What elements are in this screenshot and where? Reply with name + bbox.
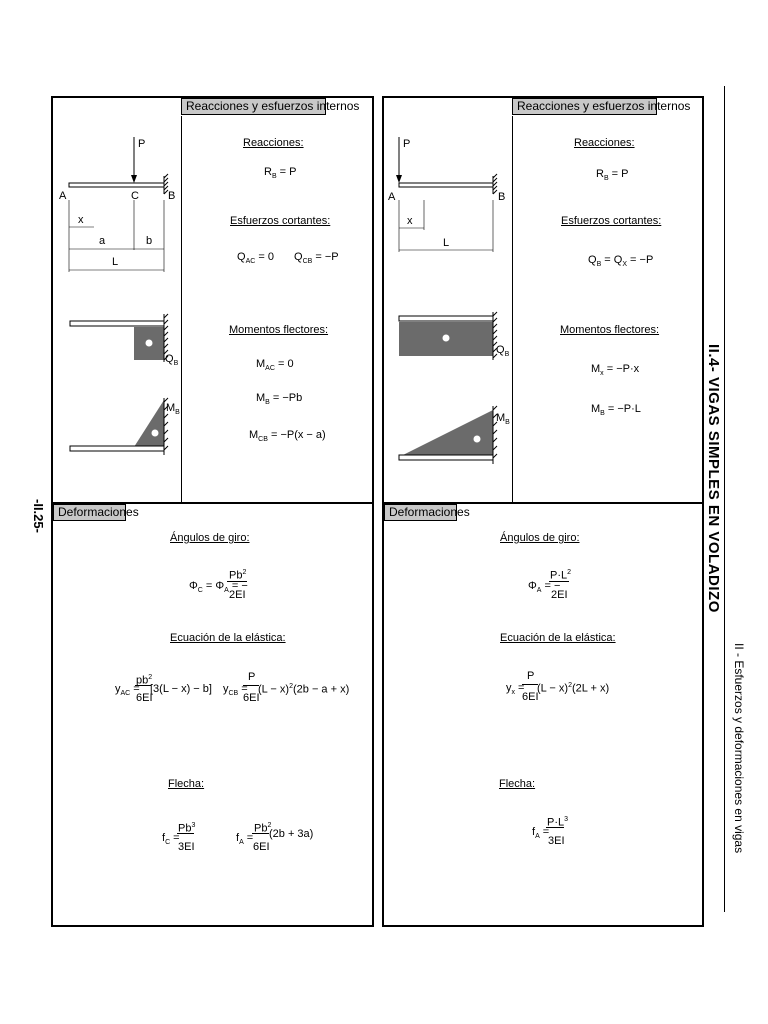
right-shear-eq1: $Q_B = Q_X = -P$ xyxy=(588,254,654,269)
right-y-bar xyxy=(522,684,538,685)
side-subtitle: II - Esfuerzos y deformaciones en vigas xyxy=(732,643,746,854)
left-label-x: x xyxy=(78,214,84,226)
left-moment-title: Momentos flectores: xyxy=(229,324,329,336)
left-label-B: B xyxy=(168,190,176,202)
right-shear-title: Esfuerzos cortantes: xyxy=(561,215,662,227)
left-y1-bar xyxy=(135,685,151,686)
left-y2-num: P xyxy=(248,671,256,683)
left-phi-lhs: $\Phi_C = \Phi_A$ = − xyxy=(189,580,248,595)
left-angles-title: Ángulos de giro: xyxy=(170,532,250,544)
left-fc-lhs: $f_C$ = xyxy=(162,832,180,847)
right-label-QB: $Q_B$ xyxy=(496,344,510,359)
right-fa-den: 3EI xyxy=(548,835,565,847)
left-fa-bar xyxy=(252,833,269,834)
left-deformations-tab: Deformaciones xyxy=(53,504,126,521)
left-phi-num: Pb$^2$ xyxy=(229,569,247,582)
left-phi-bar xyxy=(227,581,247,582)
left-y2-rhs: $(L - x)^2(2b - a + x)$ xyxy=(258,683,350,696)
left-fa-den: 6EI xyxy=(253,841,270,853)
right-fa-bar xyxy=(546,827,564,828)
left-y1-den: 6EI xyxy=(136,692,153,704)
left-y1-num: $pb^2$ xyxy=(136,674,153,687)
side-rule xyxy=(724,86,725,912)
right-y-lhs: $y_x$ = xyxy=(506,682,525,697)
left-flecha-title: Flecha: xyxy=(168,778,205,790)
left-fa-lhs: $f_A$ = xyxy=(236,832,254,847)
right-phi-num: $P\cdot L^2$ xyxy=(550,569,572,582)
left-elastic-title: Ecuación de la elástica: xyxy=(170,632,286,644)
right-fa-lhs: $f_A$ = xyxy=(532,826,550,841)
right-elastic-title: Ecuación de la elástica: xyxy=(500,632,616,644)
left-moment-eq2: $M_B = -Pb$ xyxy=(256,392,303,407)
left-phi-den: 2EI xyxy=(229,589,246,601)
right-fa-num: $P\cdot L^3$ xyxy=(547,816,569,829)
right-reaction-eq: $R_B = P$ xyxy=(596,168,629,183)
left-shear-eq2: $Q_{CB} = -P$ xyxy=(294,251,339,266)
left-fc-num: Pb$^3$ xyxy=(178,822,196,835)
left-moment-eq3: $M_{CB} = -P(x - a)$ xyxy=(249,429,326,444)
right-y-rhs: $(L - x)^2(2L + x)$ xyxy=(537,682,610,695)
right-label-P: P xyxy=(403,138,411,150)
left-label-P: P xyxy=(138,138,146,150)
left-fa-rhs: (2b + 3a) xyxy=(269,828,314,840)
right-phi-den: 2EI xyxy=(551,589,568,601)
left-label-b: b xyxy=(146,235,153,247)
left-y1-rhs: [3(L − x) − b] xyxy=(150,683,212,695)
left-shear-eq1: $Q_{AC} = 0$ xyxy=(237,251,274,266)
left-y2-bar xyxy=(243,685,259,686)
left-fc-bar xyxy=(177,833,194,834)
right-angles-title: Ángulos de giro: xyxy=(500,532,580,544)
left-label-A: A xyxy=(59,190,67,202)
right-reactions-tab: Reacciones y esfuerzos internos xyxy=(512,98,657,115)
side-title: II.4- VIGAS SIMPLES EN VOLADIZO xyxy=(705,344,722,613)
left-deformations-panel xyxy=(51,502,374,927)
left-reaction-eq: $R_B = P$ xyxy=(264,166,297,181)
left-reactions-title: Reacciones: xyxy=(243,137,304,149)
left-reactions-tab: Reacciones y esfuerzos internos xyxy=(181,98,326,115)
left-label-C: C xyxy=(131,190,139,202)
left-shear-title: Esfuerzos cortantes: xyxy=(230,215,331,227)
right-label-B: B xyxy=(498,191,506,203)
left-y1-lhs: $y_{AC}$ = xyxy=(115,683,140,698)
right-y-num: P xyxy=(527,670,535,682)
left-label-L: L xyxy=(112,256,119,268)
right-deformations-panel xyxy=(382,502,704,927)
right-phi-lhs: $\Phi_A$ = − xyxy=(528,580,561,595)
right-moment-eq1: $M_x = -P\cdot x$ xyxy=(591,363,640,378)
right-phi-bar xyxy=(549,581,569,582)
left-moment-eq1: $M_{AC} = 0$ xyxy=(256,358,294,373)
right-flecha-title: Flecha: xyxy=(499,778,536,790)
left-y2-den: 6EI xyxy=(243,692,260,704)
right-moment-eq2: $M_B = -P\cdot L$ xyxy=(591,403,641,418)
left-y2-lhs: $y_{CB}$ = xyxy=(223,683,248,698)
right-reactions-title: Reacciones: xyxy=(574,137,635,149)
left-fa-num: Pb$^2$ xyxy=(254,822,272,835)
right-label-A: A xyxy=(388,191,396,203)
page-number: -II.25- xyxy=(31,499,46,533)
left-label-a: a xyxy=(99,235,106,247)
right-label-L: L xyxy=(443,237,450,249)
left-label-QB: $Q_B$ xyxy=(165,353,179,368)
right-deformations-tab: Deformaciones xyxy=(384,504,457,521)
right-y-den: 6EI xyxy=(522,691,539,703)
left-fc-den: 3EI xyxy=(178,841,195,853)
left-label-MB: $M_B$ xyxy=(166,402,180,417)
right-moment-title: Momentos flectores: xyxy=(560,324,660,336)
right-label-MB: $M_B$ xyxy=(496,412,510,427)
right-label-x: x xyxy=(407,215,413,227)
